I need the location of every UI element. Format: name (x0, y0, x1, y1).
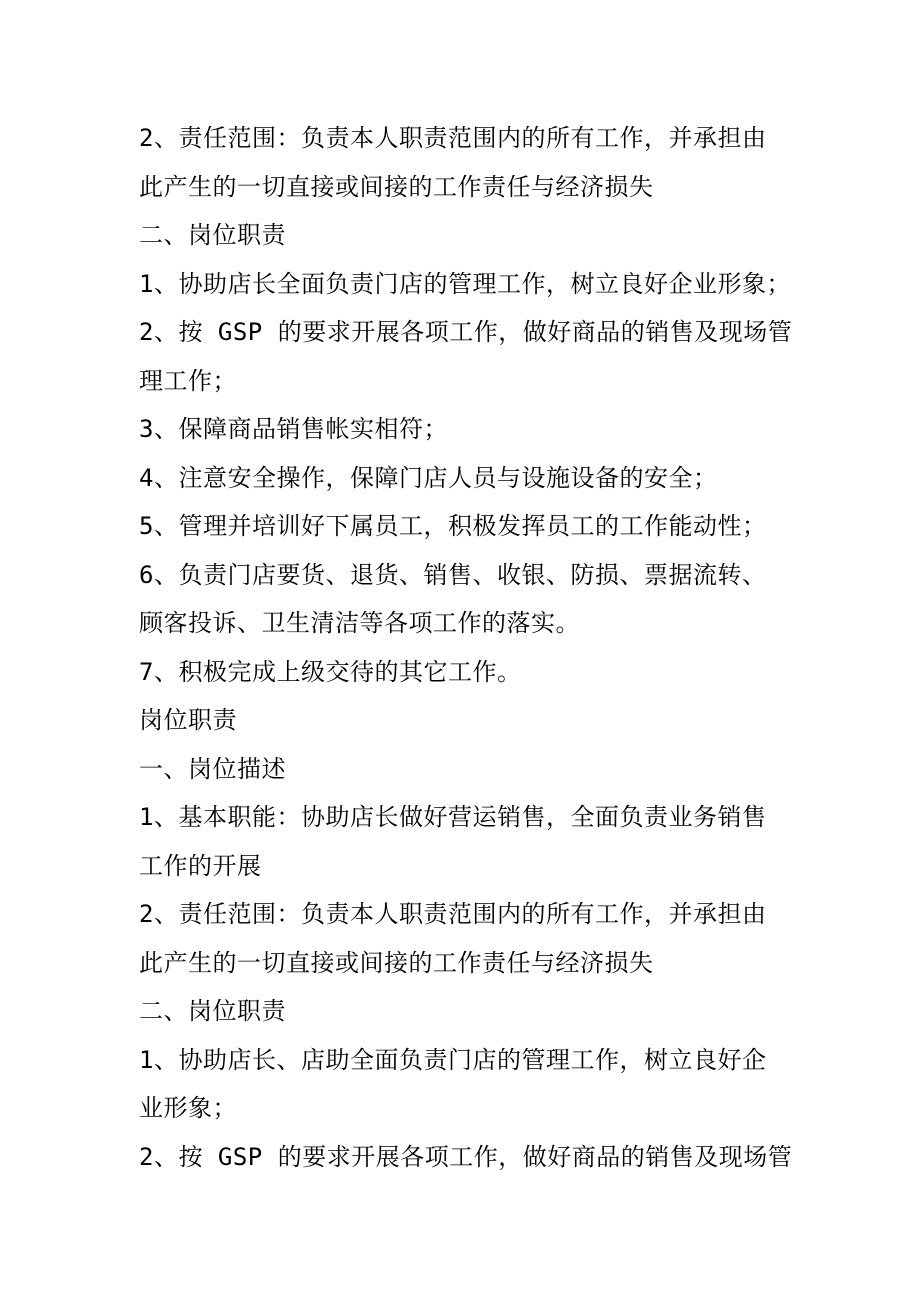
text-line: 此产生的一切直接或间接的工作责任与经济损失 (139, 948, 654, 977)
text-line: 3、保障商品销售帐实相符； (139, 415, 448, 443)
text-line: 2、按 GSP 的要求开展各项工作，做好商品的销售及现场管 (139, 1142, 793, 1171)
text-line: 1、基本职能：协助店长做好营运销售，全面负责业务销售 (139, 803, 767, 831)
text-line: 此产生的一切直接或间接的工作责任与经济损失 (139, 172, 654, 201)
document-heading: 岗位职责 (139, 706, 237, 734)
text-line: 1、协助店长全面负责门店的管理工作，树立良好企业形象； (139, 269, 791, 298)
text-line: 2、责任范围：负责本人职责范围内的所有工作，并承担由 (139, 124, 767, 152)
text-line: 5、管理并培训好下属员工，积极发挥员工的工作能动性； (139, 512, 767, 540)
section-heading: 二、岗位职责 (139, 221, 286, 249)
text-line: 7、积极完成上级交待的其它工作。 (139, 657, 522, 686)
text-line: 顾客投诉、卫生清洁等各项工作的落实。 (139, 609, 580, 637)
text-line: 2、责任范围：负责本人职责范围内的所有工作，并承担由 (139, 900, 767, 928)
text-line: 6、负责门店要货、退货、销售、收银、防损、票据流转、 (139, 560, 767, 589)
text-line: 业形象； (139, 1094, 237, 1122)
text-line: 理工作； (139, 366, 237, 395)
document-body (139, 114, 799, 1181)
text-line: 工作的开展 (139, 851, 262, 880)
section-heading: 二、岗位职责 (139, 997, 286, 1025)
section-heading: 一、岗位描述 (139, 754, 286, 783)
text-line: 1、协助店长、店助全面负责门店的管理工作，树立良好企 (139, 1045, 767, 1074)
text-line: 2、按 GSP 的要求开展各项工作，做好商品的销售及现场管 (139, 318, 793, 346)
text-line: 4、注意安全操作，保障门店人员与设施设备的安全； (139, 463, 718, 492)
